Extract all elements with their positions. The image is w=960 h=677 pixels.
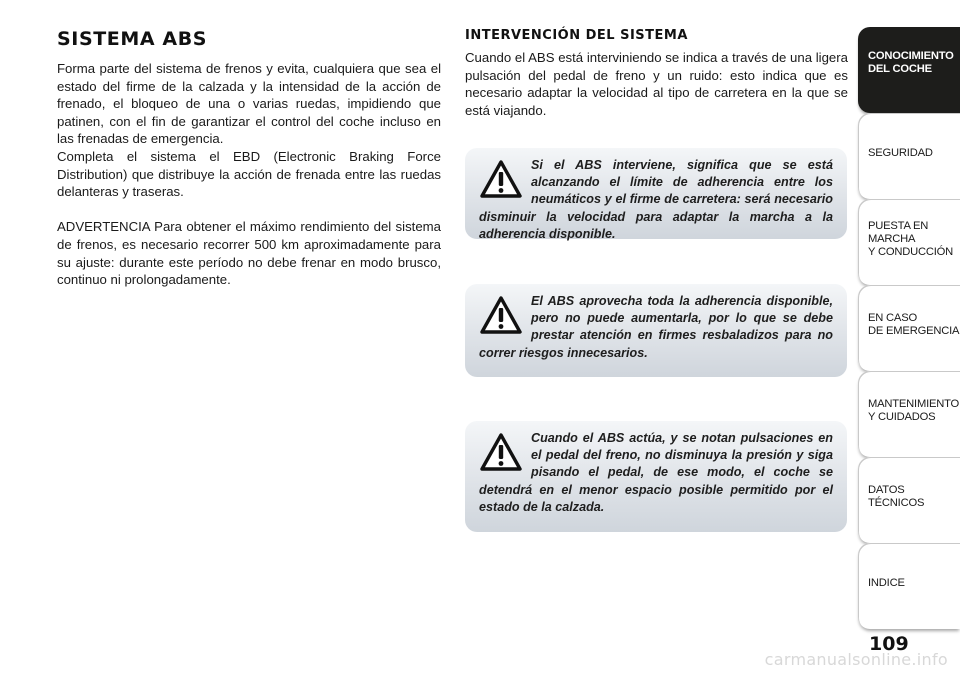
warning-box-3 bbox=[465, 421, 847, 532]
tab-seguridad[interactable] bbox=[858, 113, 960, 199]
tab-en-caso-de-emergencia[interactable] bbox=[858, 285, 960, 371]
tab-label: INDICE bbox=[868, 576, 905, 589]
abs-paragraph-1: Forma parte del sistema de frenos y evita, cualquiera que sea el estado del firme de la calzada y la intensidad de la acción de frenado, el bloqueo de una o varias ruedas, impidiendo que patinen, con el fin de garantizar el control del coche incluso en las frenadas de emergencia. bbox=[57, 61, 441, 147]
warning-text-2: El ABS aprovecha toda la adherencia disponible, pero no puede aumentarla, por lo que se debe prestar atención en firmes resbaladizos para no correr riesgos innecesarios. bbox=[479, 294, 833, 360]
tab-label: PUESTA EN MARCHA Y CONDUCCIÓN bbox=[868, 219, 954, 258]
tab-label: SEGURIDAD bbox=[868, 146, 933, 159]
abs-paragraph-2: Completa el sistema el EBD (Electronic Braking Force Distribution) que distribuye la acción de frenada entre las ruedas delanteras y traseras. bbox=[57, 148, 441, 200]
intervencion-paragraph: Cuando el ABS está interviniendo se indica a través de una ligera pulsación del pedal de freno y un ruido: esto indica que es necesario adaptar la velocidad al tipo de carretera en la que se está viajando. bbox=[465, 50, 848, 118]
warning-triangle-icon bbox=[479, 295, 523, 335]
warning-box-2 bbox=[465, 284, 847, 377]
tab-conocimiento-del-coche[interactable] bbox=[858, 27, 960, 113]
right-column bbox=[465, 28, 848, 119]
tab-datos-tecnicos[interactable] bbox=[858, 457, 960, 543]
watermark: carmanualsonline.info bbox=[764, 650, 948, 669]
tab-indice[interactable] bbox=[858, 543, 960, 629]
tab-label: EN CASO DE EMERGENCIA bbox=[868, 312, 960, 337]
warning-text-3: Cuando el ABS actúa, y se notan pulsaciones en el pedal del freno, no disminuya la presión y siga pisando el pedal, de ese modo, el coche se detendrá en el menor espacio posible permitido por el estado de la calzada. bbox=[479, 431, 833, 514]
warning-box-1 bbox=[465, 148, 847, 239]
warning-triangle-icon bbox=[479, 432, 523, 472]
left-column bbox=[57, 28, 441, 289]
tab-label: CONOCIMIENTO DEL COCHE bbox=[868, 50, 954, 75]
page-number: 109 bbox=[869, 633, 909, 655]
subsection-title-intervencion: INTERVENCIÓN DEL SISTEMA bbox=[465, 28, 688, 43]
tab-label: DATOS TÉCNICOS bbox=[868, 484, 925, 509]
abs-advertencia: ADVERTENCIA Para obtener el máximo rendimiento del sistema de frenos, es necesario recorrer 500 km aproximadamente para su ajuste: durante este período no debe frenar en modo brusco, continuo ni prolongadamente. bbox=[57, 219, 441, 288]
tab-puesta-en-marcha[interactable] bbox=[858, 199, 960, 285]
warning-text-1: Si el ABS interviene, significa que se está alcanzando el límite de adherencia entre los neumáticos y el firme de carretera: será necesario disminuir la velocidad para adaptar la marcha a la adherencia disponible. bbox=[479, 158, 833, 241]
section-title-abs: SISTEMA ABS bbox=[57, 28, 208, 50]
warning-triangle-icon bbox=[479, 159, 523, 199]
tab-label: MANTENIMIENTO Y CUIDADOS bbox=[868, 398, 960, 423]
abs-description bbox=[57, 60, 441, 289]
tab-mantenimiento[interactable] bbox=[858, 371, 960, 457]
